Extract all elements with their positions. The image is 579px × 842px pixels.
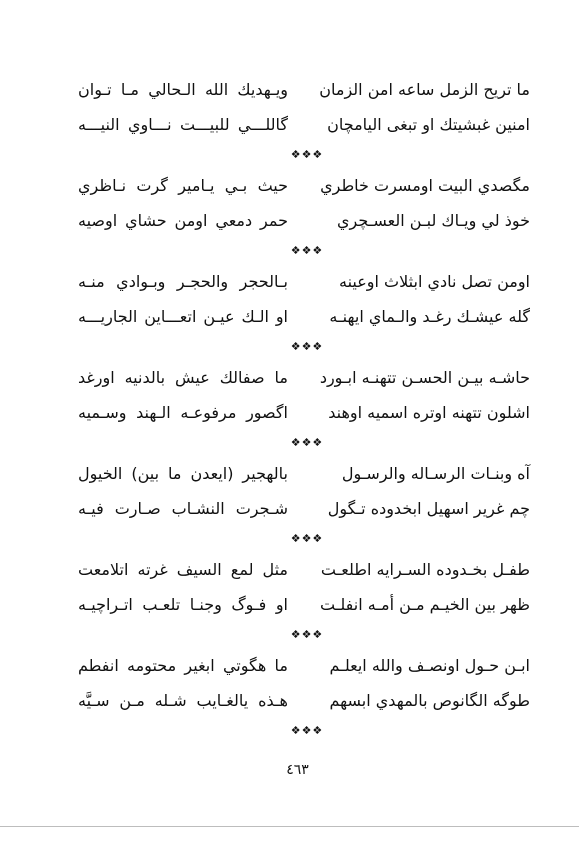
verse-line: [78, 107, 530, 142]
stanza: [78, 648, 530, 744]
first-hemistich: طوگه الگانوص بالمهدي ابسهم: [329, 691, 530, 710]
second-hemistich: حيث بـي يـامير گرت نـاظري: [78, 176, 288, 195]
first-hemistich: طفـل بخـدوده السـرايه اطلعـت: [320, 560, 530, 579]
stanza-divider-ornament: ❖❖❖: [290, 340, 324, 353]
second-hemistich: گاللـــي للبيـــت نـــاوي النيـــه: [78, 115, 288, 134]
stanza: [78, 552, 530, 648]
verse-line: [78, 491, 530, 526]
verse-line: [78, 264, 530, 299]
second-hemistich: بـالحجر والحجـر وبـوادي منـه: [78, 272, 288, 291]
second-hemistich: ما هگوتي ابغير محتومه انفطم: [78, 656, 288, 675]
stanza-divider-ornament: ❖❖❖: [290, 628, 324, 641]
second-hemistich: او الـك عيـن اتعـــاين الجاريـــه: [78, 307, 288, 326]
stanza: [78, 456, 530, 552]
verse-line: [78, 395, 530, 430]
stanza-divider-ornament: ❖❖❖: [290, 724, 324, 737]
second-hemistich: هـذه يالغـايب شـله مـن سـيَّه: [78, 691, 288, 710]
verse-line: [78, 648, 530, 683]
first-hemistich: اومن تصل نادي ابثلاث اوعينه: [339, 272, 530, 291]
first-hemistich: خوذ لي ويـاك لبـن العسـچري: [336, 211, 530, 230]
second-hemistich: ما صفالك عيش بالدنيه اورغد: [78, 368, 288, 387]
stanza: [78, 168, 530, 264]
first-hemistich: اشلون تتهنه اوتره اسميه اوهند: [328, 403, 530, 422]
first-hemistich: آه وبنـات الرسـاله والرسـول: [341, 464, 530, 483]
first-hemistich: حاشـه بيـن الحسـن تتهنـه ابـورد: [319, 368, 530, 387]
second-hemistich: بالهجير (ايعدن ما بين) الخيول: [78, 464, 288, 483]
first-hemistich: ما تريح الزمل ساعه امن الزمان: [319, 80, 530, 99]
second-hemistich: حمر دمعي اومن حشاي اوصيه: [78, 211, 288, 230]
first-hemistich: ابـن حـول اونصـف والله ايعلـم: [329, 656, 530, 675]
second-hemistich: شـجرت النشـاب صـارت فيـه: [78, 499, 288, 518]
verse-line: [78, 552, 530, 587]
verse-line: [78, 456, 530, 491]
first-hemistich: امنين غبشيتك او تبغى اليامچان: [327, 115, 530, 134]
verse-line: [78, 168, 530, 203]
verse-line: [78, 587, 530, 622]
second-hemistich: ويـهديك الله الـحالي مـا تـوان: [78, 80, 288, 99]
first-hemistich: ظهر بين الخيـم مـن أمـه انفلـت: [319, 595, 530, 614]
first-hemistich: گله عيشـك رغـد والـماي ايهنـه: [329, 307, 530, 326]
page-bottom-edge: [0, 826, 579, 827]
stanza-divider-ornament: ❖❖❖: [290, 148, 324, 161]
second-hemistich: اگصور مرفوعـه الـهند وسـميه: [78, 403, 288, 422]
first-hemistich: چم غرير اسهيل ابخدوده تـگول: [327, 499, 530, 518]
verse-line: [78, 683, 530, 718]
stanza: [78, 72, 530, 168]
verse-line: [78, 360, 530, 395]
verse-line: [78, 72, 530, 107]
first-hemistich: مگصدي البيت اومسرت خاطري: [320, 176, 530, 195]
stanza: [78, 264, 530, 360]
verse-line: [78, 203, 530, 238]
poem-body: [78, 72, 530, 744]
verse-line: [78, 299, 530, 334]
stanza-divider-ornament: ❖❖❖: [290, 244, 324, 257]
stanza-divider-ornament: ❖❖❖: [290, 436, 324, 449]
second-hemistich: او فـوگ وجنـا تلعـب اتـراچيـه: [78, 595, 288, 614]
stanza-divider-ornament: ❖❖❖: [290, 532, 324, 545]
second-hemistich: مثل لمع السيف غرته اتلامعت: [78, 560, 288, 579]
page-number: ٤٦٣: [286, 762, 309, 778]
stanza: [78, 360, 530, 456]
